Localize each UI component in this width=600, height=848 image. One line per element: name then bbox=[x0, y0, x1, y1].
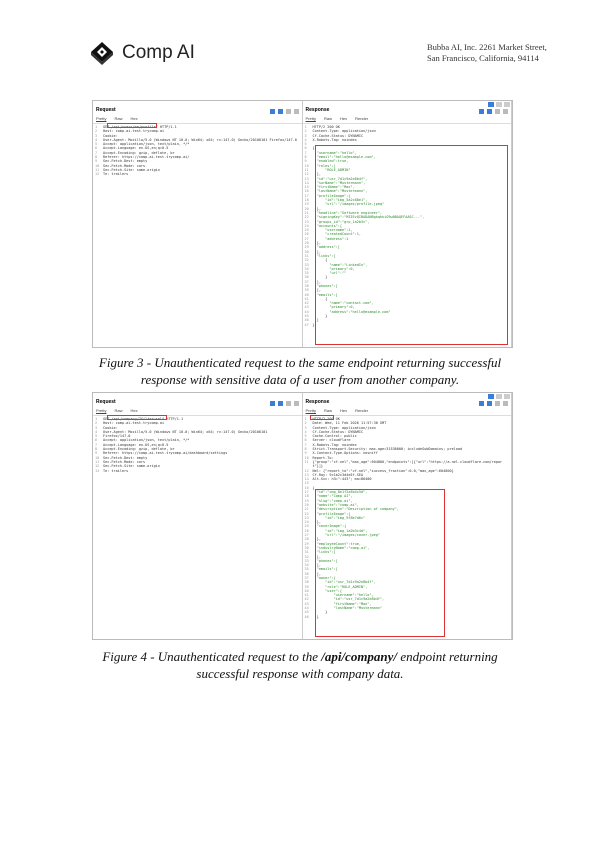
panel-tools[interactable] bbox=[479, 401, 508, 406]
request-title: Request bbox=[96, 107, 116, 113]
code-line: 12 Nel: {"report_to":"cf-nel","success_fraction":0.0,"max_age":604800} bbox=[304, 468, 454, 473]
figure-4-screenshot bbox=[92, 392, 513, 640]
request-title: Request bbox=[96, 399, 116, 405]
code-line: 27 "address":1 bbox=[304, 236, 349, 241]
highlight-box bbox=[315, 145, 508, 345]
code-line: 31 "links":[ bbox=[304, 253, 336, 258]
address-line: Bubba AI, Inc. 2261 Market Street, bbox=[427, 42, 547, 52]
tab-hex[interactable]: Hex bbox=[130, 116, 138, 121]
code-line: 32 { bbox=[304, 258, 328, 263]
code-line: 19 "slug":"comp-ai", bbox=[304, 498, 353, 503]
code-line: 14 Alt-Svc: h3=":443"; ma=86400 bbox=[304, 477, 372, 482]
code-line: 10 "roles":[ bbox=[304, 163, 336, 168]
code-line: 7 Accept-Encoding: gzip, deflate, br bbox=[95, 150, 175, 155]
code-line: 8 Accept-Encoding: gzip, deflate, br bbox=[95, 447, 175, 452]
code-line: 1 HTTP/2 200 OK bbox=[304, 417, 340, 421]
code-line: 40 "user":{ bbox=[304, 588, 343, 593]
tab-pretty[interactable]: Pretty bbox=[96, 116, 107, 121]
code-line: 10 Sec-Fetch-Dest: empty bbox=[95, 455, 148, 460]
company-logo bbox=[89, 40, 195, 66]
code-line: 22 "profileImage":{ bbox=[304, 511, 351, 516]
code-line: 17 "id":"cmp_8e1f2a3b4c5d", bbox=[304, 490, 368, 495]
code-line: 11 {"group":"cf-nel","max_age":604800,"endpoints":[{"url":"https://a.nel.cloudflare.com/report"}]} bbox=[304, 459, 503, 469]
tab-raw[interactable]: Raw bbox=[323, 116, 332, 121]
code-line: 18 "id":"img_5a2c88e1", bbox=[304, 198, 368, 203]
tab-pretty[interactable]: Pretty bbox=[305, 116, 316, 121]
code-line: 47 } bbox=[304, 322, 315, 327]
caption-line: Figure 3 - Unauthenticated request to the same endpoint returning successful bbox=[98, 355, 502, 370]
code-line: 34 ], bbox=[304, 563, 321, 568]
code-line: 5 bbox=[304, 142, 307, 147]
code-line: 16 { bbox=[304, 485, 315, 490]
code-line: 7 "username":"hello", bbox=[304, 150, 357, 155]
highlight-box bbox=[310, 415, 334, 420]
response-title: Response bbox=[305, 107, 330, 113]
code-line: 36 ], bbox=[304, 571, 321, 576]
code-line: 1 GET /api/company/?filter=self HTTP/1.1 bbox=[95, 417, 184, 421]
code-line: 30 "industryName":"comp-ai", bbox=[304, 545, 370, 550]
code-line: 45 } bbox=[304, 314, 328, 319]
code-line: 5 Cache-Control: public bbox=[304, 434, 357, 439]
code-line: 44 "address":"hello@example.com" bbox=[304, 309, 391, 314]
address-line: San Francisco, California, 94114 bbox=[427, 53, 539, 63]
code-line: 5 Accept: application/json, text/plain, */* bbox=[95, 142, 190, 147]
code-line: 7 Accept-Language: en-US,en;q=0.5 bbox=[95, 442, 169, 447]
code-line: 46 } bbox=[304, 614, 319, 619]
code-line: 39 "role":"ROLE_ADMIN", bbox=[304, 584, 368, 589]
code-line: 9 "enabled":true, bbox=[304, 159, 349, 164]
code-line: 3 Content-Type: application/json bbox=[304, 425, 376, 430]
figure-3-screenshot bbox=[92, 100, 513, 348]
code-line: 3 Cf-Cache-Status: DYNAMIC bbox=[304, 133, 364, 138]
code-line: 29 "employeeCount":true, bbox=[304, 541, 361, 546]
code-line: 6 Accept: application/json, text/plain, */* bbox=[95, 438, 190, 443]
code-line: 15 bbox=[304, 481, 309, 486]
code-line: 8 Referer: https://comp-ai.test.trycomp.ai/ bbox=[95, 155, 190, 160]
tab-hex[interactable]: Hex bbox=[339, 408, 348, 413]
code-line: 42 "name":"contact.com", bbox=[304, 301, 374, 306]
code-line: 20 }, bbox=[304, 206, 321, 211]
code-line: 35 "emails":[ bbox=[304, 567, 338, 572]
code-line: 13 "id":"usr_7d1c9a2e8b4f", bbox=[304, 176, 368, 181]
caption-line: response with sensitive data of a user from another company. bbox=[140, 372, 460, 387]
code-line: 15 "firstName":"Max", bbox=[304, 185, 355, 190]
code-line: 43 "primary":0, bbox=[304, 305, 355, 310]
code-line: 28 }, bbox=[304, 241, 321, 246]
code-line: 33 "name":"LinkedIn", bbox=[304, 262, 368, 267]
code-line: 12 Te: trailers bbox=[95, 172, 129, 177]
code-line: 36 } bbox=[304, 275, 328, 280]
code-line: 39 ], bbox=[304, 288, 321, 293]
code-line: 2 Content-Type: application/json bbox=[304, 129, 376, 134]
tab-hex[interactable]: Hex bbox=[130, 408, 138, 413]
code-line: 38 "id":"usr_7d1c9a2e8b4f", bbox=[304, 580, 376, 585]
code-line: 20 "website":"comp.ai", bbox=[304, 502, 359, 507]
code-line: 9 X-Content-Type-Options: nosniff bbox=[304, 451, 378, 456]
code-line: 10 Report-To: bbox=[304, 455, 334, 460]
request-panel bbox=[93, 101, 303, 347]
code-line: 30 ], bbox=[304, 249, 321, 254]
code-line: 8 "email":"hello@example.com", bbox=[304, 155, 376, 160]
code-line: 16 "lastName":"Mustermann", bbox=[304, 189, 368, 194]
code-line: 13 Cf-Ray: 9c1b2c3d4e5f-SEA bbox=[304, 472, 364, 477]
panel-tools[interactable] bbox=[479, 109, 508, 114]
code-line: 24 }, bbox=[304, 520, 321, 525]
code-line: 8 Strict-Transport-Security: max-age=31536000; includeSubDomains; preload bbox=[304, 447, 463, 452]
code-line: 44 "lastName":"Mustermann" bbox=[304, 606, 383, 611]
code-line: 1 HTTP/2 200 OK bbox=[304, 125, 340, 129]
code-line: 35 "url":"" bbox=[304, 271, 347, 276]
code-line: 12 ], bbox=[304, 172, 321, 177]
figure-4-caption bbox=[60, 648, 540, 682]
code-line: 45 } bbox=[304, 610, 328, 615]
code-line: 22 "signingKey":"MIIEvQIBADANBgkqhkiG9w0BAQEFAASC...", bbox=[304, 215, 425, 220]
caption-line: successful response with company data. bbox=[196, 666, 404, 681]
code-line: 23 "groups_id":"grp_1a2b3c", bbox=[304, 219, 370, 224]
code-line: 17 "profileImage":{ bbox=[304, 193, 351, 198]
code-line: 2 Date: Wed, 11 Feb 2026 11:57:30 GMT bbox=[304, 421, 387, 426]
tab-raw[interactable]: Raw bbox=[114, 408, 123, 413]
code-line: 21 "headline":"Software engineer", bbox=[304, 210, 383, 215]
request-code bbox=[93, 124, 302, 178]
code-line: 38 "phones":[ bbox=[304, 283, 338, 288]
code-line: 4 User-Agent: Mozilla/5.0 (Windows NT 10.0; Win64; x64; rv:147.0) Gecko/20100101 Firefox/147.0 bbox=[95, 137, 297, 142]
panel-tools[interactable] bbox=[270, 109, 299, 114]
code-line: 41 { bbox=[304, 296, 328, 301]
code-line: 11 Sec-Fetch-Mode: cors bbox=[95, 459, 146, 464]
code-line: 3 Cookie: bbox=[95, 425, 118, 430]
request-panel bbox=[93, 393, 303, 639]
code-line: 6 { bbox=[304, 146, 315, 151]
code-line: 12 Sec-Fetch-Site: same-origin bbox=[95, 464, 160, 469]
tab-pretty[interactable]: Pretty bbox=[96, 408, 107, 413]
highlight-box bbox=[107, 415, 167, 420]
tab-hex[interactable]: Hex bbox=[339, 116, 348, 121]
highlight-box bbox=[107, 123, 157, 128]
tab-render[interactable]: Render bbox=[355, 116, 369, 121]
caption-endpoint: /api/company/ bbox=[321, 649, 398, 664]
code-line: 25 "username":1, bbox=[304, 228, 353, 233]
code-line: 26 "createdCount":1, bbox=[304, 232, 361, 237]
tab-render[interactable]: Render bbox=[355, 408, 369, 413]
code-line: 21 "description":"Description of company", bbox=[304, 507, 399, 512]
tab-raw[interactable]: Raw bbox=[114, 116, 123, 121]
code-line: 23 "id":"img_9f8e7d6c" bbox=[304, 515, 366, 520]
code-line: 24 "accounts":{ bbox=[304, 223, 343, 228]
request-code bbox=[93, 416, 302, 474]
code-line: 7 X-Robots-Tag: noindex bbox=[304, 442, 357, 447]
figure-3-caption bbox=[60, 354, 540, 388]
caption-text: endpoint returning bbox=[397, 649, 498, 664]
code-line: 28 }, bbox=[304, 537, 321, 542]
code-line: 27 "url":"/images/cover.jpeg" bbox=[304, 533, 380, 538]
code-line: 4 Cf-Cache-Status: DYNAMIC bbox=[304, 429, 364, 434]
code-line: 2 Host: comp-ai-test.trycomp.ai bbox=[95, 421, 165, 426]
response-title: Response bbox=[305, 399, 330, 405]
code-line: 6 Server: cloudflare bbox=[304, 438, 351, 443]
code-line: 4 User-Agent: Mozilla/5.0 (Windows NT 10.0; Win64; x64; rv:147.0) Gecko/20100101 bbox=[95, 429, 268, 434]
code-line: 4 X-Robots-Tag: noindex bbox=[304, 137, 357, 142]
code-line: 34 "primary":0, bbox=[304, 266, 355, 271]
code-line: 46 ] bbox=[304, 318, 319, 323]
code-line: 9 Referer: https://comp-ai.test.trycomp.ai/dashboard/settings bbox=[95, 451, 228, 456]
code-line: 10 Sec-Fetch-Mode: cors bbox=[95, 163, 146, 168]
logo-text: Comp AI bbox=[122, 42, 195, 63]
code-line: 26 "id":"img_1a2b3c4d", bbox=[304, 528, 368, 533]
caption-text: Figure 4 - Unauthenticated request to the bbox=[102, 649, 322, 664]
code-line: 43 "firstName":"Max", bbox=[304, 601, 372, 606]
code-line: 5 Firefox/147.0 bbox=[95, 434, 131, 439]
panel-tools[interactable] bbox=[270, 401, 299, 406]
company-address bbox=[427, 42, 547, 64]
code-line: 18 "name":"Comp AI", bbox=[304, 494, 353, 499]
code-line: 33 "phones":[ bbox=[304, 558, 338, 563]
code-line: 11 "ROLE_ADMIN" bbox=[304, 167, 351, 172]
code-line: 41 "username":"hello", bbox=[304, 593, 374, 598]
response-tabs bbox=[303, 114, 512, 124]
logo-icon bbox=[89, 40, 115, 66]
code-line: 37 ], bbox=[304, 279, 321, 284]
code-line: 31 "links":[ bbox=[304, 550, 336, 555]
code-line: 14 "surName":"Mustermann", bbox=[304, 180, 366, 185]
tab-pretty[interactable]: Pretty bbox=[305, 408, 316, 413]
caption-line bbox=[60, 648, 540, 665]
highlight-box bbox=[315, 489, 445, 637]
code-line: 2 Host: comp-ai-test.trycomp.ai bbox=[95, 129, 165, 134]
code-line: 29 "address":[ bbox=[304, 245, 340, 250]
code-line: 3 Cookie: bbox=[95, 133, 118, 138]
code-line: 19 "url":"/images/profile.jpeg" bbox=[304, 202, 385, 207]
code-line: 6 Accept-Language: en-US,en;q=0.5 bbox=[95, 146, 169, 151]
tab-raw[interactable]: Raw bbox=[323, 408, 332, 413]
code-line: 40 "emails":[ bbox=[304, 292, 338, 297]
code-line: 9 Sec-Fetch-Dest: empty bbox=[95, 159, 148, 164]
code-line: 1 GET /api/users/me/profile/ HTTP/1.1 bbox=[95, 125, 177, 129]
code-line: 32 ], bbox=[304, 554, 321, 559]
code-line: 25 "coverImage":{ bbox=[304, 524, 347, 529]
code-line: 13 Te: trailers bbox=[95, 468, 129, 473]
code-line: 42 "id":"usr_7d1c9a2e8b4f", bbox=[304, 597, 385, 602]
code-line: 11 Sec-Fetch-Site: same-origin bbox=[95, 167, 160, 172]
code-line: 37 "owner":{ bbox=[304, 575, 336, 580]
